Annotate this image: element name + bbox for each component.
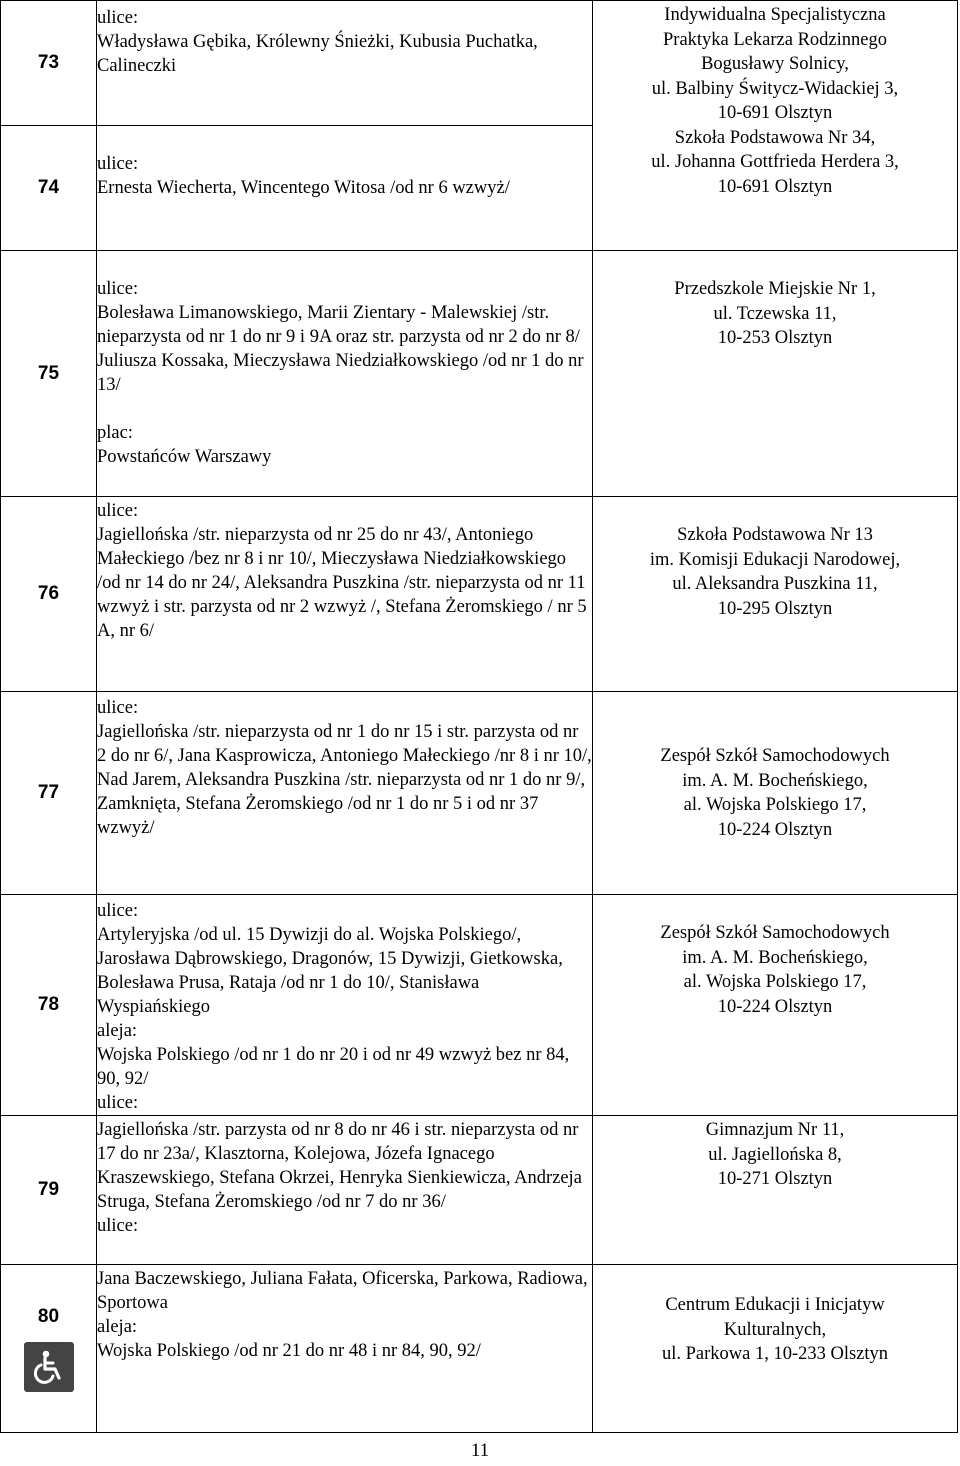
- polling-station-line: Indywidualna Specjalistyczna: [664, 5, 886, 25]
- table-row: [1, 895, 958, 1116]
- street-list: Wojska Polskiego /od nr 21 do nr 48 i nr 84, 90, 92/: [97, 1341, 481, 1361]
- streets-cell: [97, 1, 593, 126]
- polling-station-cell: [593, 497, 958, 692]
- district-number-cell: [1, 1265, 97, 1433]
- polling-station-line: 10-295 Olsztyn: [717, 598, 833, 619]
- page-number: 11: [470, 1440, 490, 1461]
- street-list: Artyleryjska /od ul. 15 Dywizji do al. Wojska Polskiego/, Jarosława Dąbrowskiego, Dragonów, 15 Dywizji, Gietkowska, Bolesława Prusa, Rataja /od nr 1 do 10/, Stanisława Wyspiańskiego: [97, 925, 563, 1017]
- polling-station-cell: [593, 692, 958, 895]
- district-number: 76: [1, 497, 97, 692]
- polling-station-line: Przedszkole Miejskie Nr 1,: [674, 279, 876, 299]
- polling-station-cell: [593, 1, 958, 251]
- polling-station-line: al. Wojska Polskiego 17,: [683, 795, 867, 815]
- street-type-label: ulice:: [97, 8, 139, 28]
- street-list: Wojska Polskiego /od nr 1 do nr 20 i od nr 49 wzwyż bez nr 84, 90, 92/: [97, 1045, 570, 1089]
- street-type-label: ulice:: [97, 1216, 139, 1236]
- table-row: [1, 1265, 958, 1433]
- streets-cell: [97, 895, 593, 1116]
- polling-station-cell: [593, 895, 958, 1116]
- streets-cell: [97, 251, 593, 497]
- polling-station-line: Centrum Edukacji i Inicjatyw: [665, 1295, 885, 1315]
- wheelchair-accessible-icon: [24, 1342, 74, 1392]
- polling-station-line: ul. Parkowa 1, 10-233 Olsztyn: [661, 1344, 889, 1364]
- polling-station-cell: [593, 251, 958, 497]
- polling-station-line: ul. Jagiellońska 8,: [708, 1144, 842, 1165]
- polling-station-line: 10-224 Olsztyn: [717, 819, 833, 840]
- table-row: [1, 251, 958, 497]
- polling-station-line: Zespół Szkół Samochodowych: [660, 923, 890, 943]
- street-list: Jana Baczewskiego, Juliana Fałata, Oficerska, Parkowa, Radiowa, Sportowa: [97, 1269, 588, 1313]
- table-row: [1, 692, 958, 895]
- polling-station-line: Bogusławy Solnicy,: [701, 54, 849, 74]
- street-list: Ernesta Wiecherta, Wincentego Witosa /od nr 6 wzwyż/: [97, 178, 510, 198]
- streets-cell: [97, 497, 593, 692]
- polling-station-line: Gimnazjum Nr 11,: [705, 1120, 845, 1140]
- polling-station-line: Praktyka Lekarza Rodzinnego: [663, 29, 887, 50]
- district-number: 74: [1, 126, 97, 251]
- street-type-label: ulice:: [97, 901, 139, 921]
- district-number: 75: [1, 251, 97, 497]
- polling-station-line: im. A. M. Bocheńskiego,: [682, 770, 868, 791]
- district-number: 79: [1, 1116, 97, 1265]
- polling-station-line: 10-253 Olsztyn: [717, 328, 833, 348]
- street-type-label: aleja:: [97, 1021, 138, 1041]
- street-type-label: ulice:: [97, 501, 139, 521]
- street-type-label: plac:: [97, 423, 133, 443]
- streets-cell: [97, 126, 593, 251]
- street-list: Jagiellońska /str. nieparzysta od nr 25 do nr 43/, Antoniego Małeckiego /bez nr 8 i nr 10/, Mieczysława Niedziałkowskiego /od nr 14 do nr 24/, Aleksandra Puszkina /str. nieparzysta od nr 11 wzwyż i str. parzysta od nr 2 wzwyż /, Stefana Żeromskiego / nr 5 A, nr 6/: [97, 525, 587, 641]
- streets-cell: [97, 1265, 593, 1433]
- street-type-label: ulice:: [97, 279, 139, 299]
- polling-station-line: ul. Tczewska 11,: [713, 303, 837, 324]
- polling-station-line: 10-271 Olsztyn: [717, 1169, 833, 1189]
- streets-cell: [97, 692, 593, 895]
- polling-station-line: ul. Aleksandra Puszkina 11,: [672, 574, 878, 594]
- polling-station-line: Zespół Szkół Samochodowych: [660, 746, 890, 766]
- polling-station-line: ul. Johanna Gottfrieda Herdera 3,: [651, 152, 899, 172]
- street-list: Powstańców Warszawy: [97, 447, 272, 467]
- polling-station-line: Kulturalnych,: [723, 1319, 827, 1340]
- polling-station-line: 10-691 Olsztyn: [717, 176, 833, 197]
- polling-station-cell: [593, 1116, 958, 1265]
- street-type-label: ulice:: [97, 154, 139, 174]
- polling-station-line: ul. Balbiny Świtycz-Widackiej 3,: [651, 78, 899, 99]
- street-type-label: ulice:: [97, 698, 139, 718]
- street-list: Władysława Gębika, Królewny Śnieżki, Kubusia Puchatka, Calineczki: [97, 32, 538, 76]
- polling-station-line: 10-224 Olsztyn: [717, 996, 833, 1017]
- polling-station-line: al. Wojska Polskiego 17,: [683, 972, 867, 992]
- street-type-label: ulice:: [97, 1093, 139, 1113]
- table-row: [1, 1, 958, 126]
- street-list: Bolesława Limanowskiego, Marii Zientary - Malewskiej /str. nieparzysta od nr 1 do nr 9 i 9A oraz str. parzysta od nr 2 do nr 8/ Juliusza Kossaka, Mieczysława Niedziałkowskiego /od nr 1 do nr 13/: [97, 303, 584, 395]
- district-number: 77: [1, 692, 97, 895]
- street-list: Jagiellońska /str. parzysta od nr 8 do nr 46 i str. nieparzysta od nr 17 do nr 23a/, Klasztorna, Kolejowa, Józefa Ignacego Kraszewskiego, Stefana Okrzei, Henryka Sienkiewicza, Andrzeja Struga, Stefana Żeromskiego /od nr 7 do nr 36/: [97, 1120, 582, 1212]
- street-type-label: aleja:: [97, 1317, 138, 1337]
- table-row: [1, 1116, 958, 1265]
- polling-station-cell: [593, 1265, 958, 1433]
- polling-station-line: Szkoła Podstawowa Nr 13: [677, 525, 873, 545]
- district-number: 73: [1, 1, 97, 126]
- table-row: [1, 497, 958, 692]
- polling-station-line: im. A. M. Bocheńskiego,: [682, 947, 868, 968]
- polling-station-line: Szkoła Podstawowa Nr 34,: [674, 127, 876, 148]
- streets-cell: [97, 1116, 593, 1265]
- district-number: 78: [1, 895, 97, 1116]
- street-list: Jagiellońska /str. nieparzysta od nr 1 do nr 15 i str. parzysta od nr 2 do nr 6/, Jana Kasprowicza, Antoniego Małeckiego /nr 8 i nr 10/, Nad Jarem, Aleksandra Puszkina /str. nieparzysta od nr 1 do nr 9/, Zamknięta, Stefana Żeromskiego /od nr 1 do nr 5 i od nr 37 wzwyż/: [97, 722, 592, 838]
- polling-station-line: 10-691 Olsztyn: [717, 103, 833, 123]
- district-number: 80: [37, 1305, 60, 1327]
- polling-station-line: im. Komisji Edukacji Narodowej,: [649, 549, 901, 570]
